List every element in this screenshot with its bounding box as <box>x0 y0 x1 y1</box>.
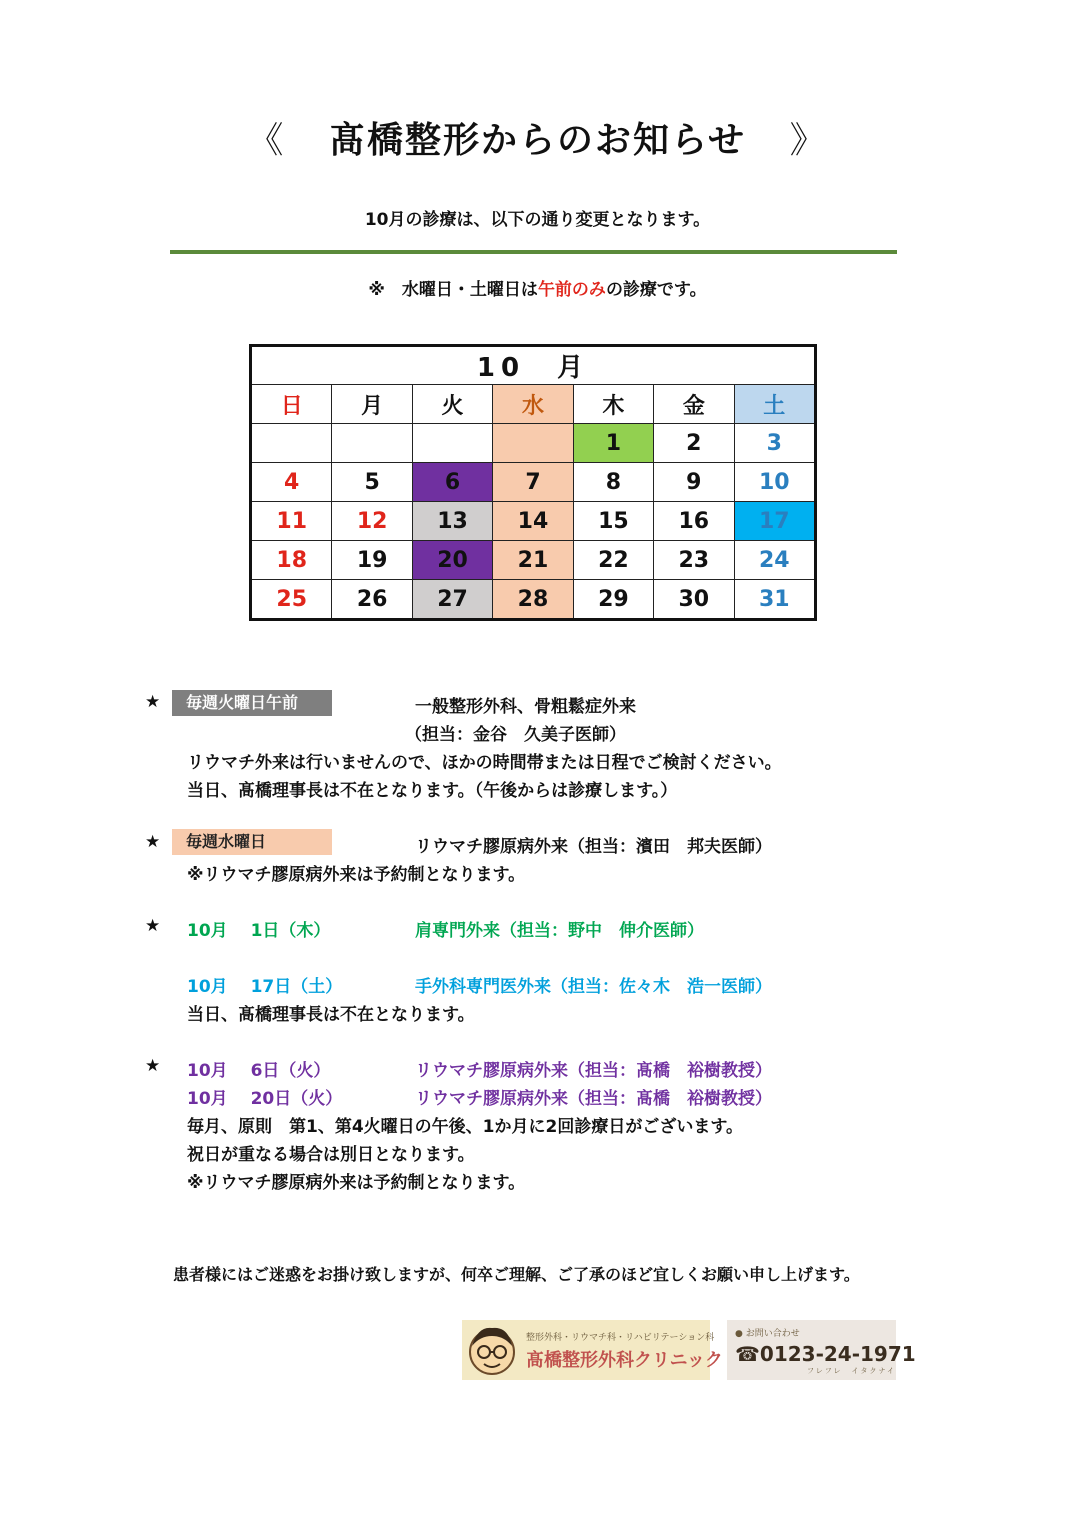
clinic-name: 髙橋整形外科クリニック <box>526 1350 723 1371</box>
note-highlight: 午前のみ <box>537 280 606 300</box>
notice1-line2: 当日、髙橋理事長は不在となります。（午後からは診療します。） <box>187 781 678 801</box>
notice3-dept1: 肩専門外来（担当：野中 伸介医師） <box>415 921 704 941</box>
notice2-dept: リウマチ膠原病外来（担当：濱田 邦夫医師） <box>415 837 772 857</box>
notice3-date2: 10月 17日（土） <box>187 977 343 997</box>
day-cell: 26 <box>332 580 412 620</box>
day-cell: 11 <box>251 502 332 541</box>
day-cell: 24 <box>734 541 815 580</box>
notice4-date1: 10月 6日（火） <box>187 1061 331 1081</box>
day-cell: 20 <box>412 541 492 580</box>
tuesday-tag: 毎週火曜日午前 <box>172 690 332 716</box>
day-cell: 14 <box>493 502 573 541</box>
weekday-fri: 金 <box>654 385 734 424</box>
day-cell: 9 <box>654 463 734 502</box>
week-row <box>251 424 816 463</box>
week-row <box>251 580 816 620</box>
day-cell: 25 <box>251 580 332 620</box>
weekday-thu: 木 <box>573 385 653 424</box>
day-cell: 30 <box>654 580 734 620</box>
notice4-dept1: リウマチ膠原病外来（担当：髙橋 裕樹教授） <box>415 1061 772 1081</box>
notice1-doctor: （担当：金谷 久美子医師） <box>405 725 626 745</box>
day-cell: 10 <box>734 463 815 502</box>
notice3-line1: 当日、髙橋理事長は不在となります。 <box>187 1005 475 1025</box>
subtitle: 10月の診療は、以下の通り変更となります。 <box>364 210 711 230</box>
calendar <box>249 344 817 621</box>
day-cell: 1 <box>573 424 653 463</box>
day-cell <box>332 424 412 463</box>
notice4-line3: ※リウマチ膠原病外来は予約制となります。 <box>187 1173 526 1193</box>
notice1-dept: 一般整形外科、骨粗鬆症外来 <box>415 697 636 717</box>
notice3-date1: 10月 1日（木） <box>187 921 331 941</box>
day-cell: 2 <box>654 424 734 463</box>
notice2-line1: ※リウマチ膠原病外来は予約制となります。 <box>187 865 526 885</box>
contact-banner[interactable] <box>727 1320 916 1380</box>
notice4-line2: 祝日が重なる場合は別日となります。 <box>187 1145 475 1165</box>
clinic-logo[interactable] <box>462 1320 723 1380</box>
contact-label: ● お問い合わせ <box>735 1329 800 1339</box>
star-bullet: ★ <box>145 832 161 852</box>
notice4-date2: 10月 20日（火） <box>187 1089 343 1109</box>
clinic-specialties: 整形外科・リウマチ科・リハビリテーション科 <box>526 1333 715 1343</box>
day-cell: 31 <box>734 580 815 620</box>
week-row <box>251 463 816 502</box>
day-cell: 4 <box>251 463 332 502</box>
calendar-month: 10 月 <box>251 346 816 385</box>
phone-number: ☎0123-24-1971 <box>735 1342 916 1366</box>
weekday-sat: 土 <box>734 385 815 424</box>
hours-note: ※ 水曜日・土曜日は午前のみの診療です。 <box>368 280 707 300</box>
weekday-wed: 水 <box>493 385 573 424</box>
day-cell: 16 <box>654 502 734 541</box>
day-cell: 18 <box>251 541 332 580</box>
notice4-dept2: リウマチ膠原病外来（担当：髙橋 裕樹教授） <box>415 1089 772 1109</box>
page-title: 《 髙橋整形からのお知らせ 》 <box>247 120 828 161</box>
day-cell: 27 <box>412 580 492 620</box>
day-cell: 19 <box>332 541 412 580</box>
closing-message: 患者様にはご迷惑をお掛け致しますが、何卒ご理解、ご了承のほど宜しくお願い申し上げます。 <box>173 1265 860 1284</box>
notice4-line1: 毎月、原則 第1、第4火曜日の午後、1か月に2回診療日がございます。 <box>187 1117 743 1137</box>
day-cell <box>493 424 573 463</box>
divider <box>170 250 897 254</box>
day-cell: 7 <box>493 463 573 502</box>
weekday-mon: 月 <box>332 385 412 424</box>
day-cell: 17 <box>734 502 815 541</box>
doctor-face-icon <box>464 1322 520 1378</box>
weekday-sun: 日 <box>251 385 332 424</box>
day-cell: 28 <box>493 580 573 620</box>
day-cell: 22 <box>573 541 653 580</box>
day-cell: 3 <box>734 424 815 463</box>
day-cell: 23 <box>654 541 734 580</box>
day-cell: 6 <box>412 463 492 502</box>
day-cell: 12 <box>332 502 412 541</box>
notice3-dept2: 手外科専門医外来（担当：佐々木 浩一医師） <box>415 977 772 997</box>
title-text: 髙橋整形からのお知らせ <box>329 120 746 161</box>
star-bullet: ★ <box>145 692 161 712</box>
star-bullet: ★ <box>145 916 161 936</box>
star-bullet: ★ <box>145 1056 161 1076</box>
notice1-line1: リウマチ外来は行いませんので、ほかの時間帯または日程でご検討ください。 <box>187 753 782 773</box>
wednesday-tag: 毎週水曜日 <box>172 829 332 855</box>
week-row <box>251 502 816 541</box>
phone-kana: フレフレ イタクナイ <box>807 1367 896 1375</box>
weekday-tue: 火 <box>412 385 492 424</box>
day-cell: 29 <box>573 580 653 620</box>
day-cell: 13 <box>412 502 492 541</box>
day-cell <box>251 424 332 463</box>
day-cell: 8 <box>573 463 653 502</box>
day-cell: 21 <box>493 541 573 580</box>
weekday-row <box>251 385 816 424</box>
day-cell: 15 <box>573 502 653 541</box>
week-row <box>251 541 816 580</box>
day-cell <box>412 424 492 463</box>
day-cell: 5 <box>332 463 412 502</box>
